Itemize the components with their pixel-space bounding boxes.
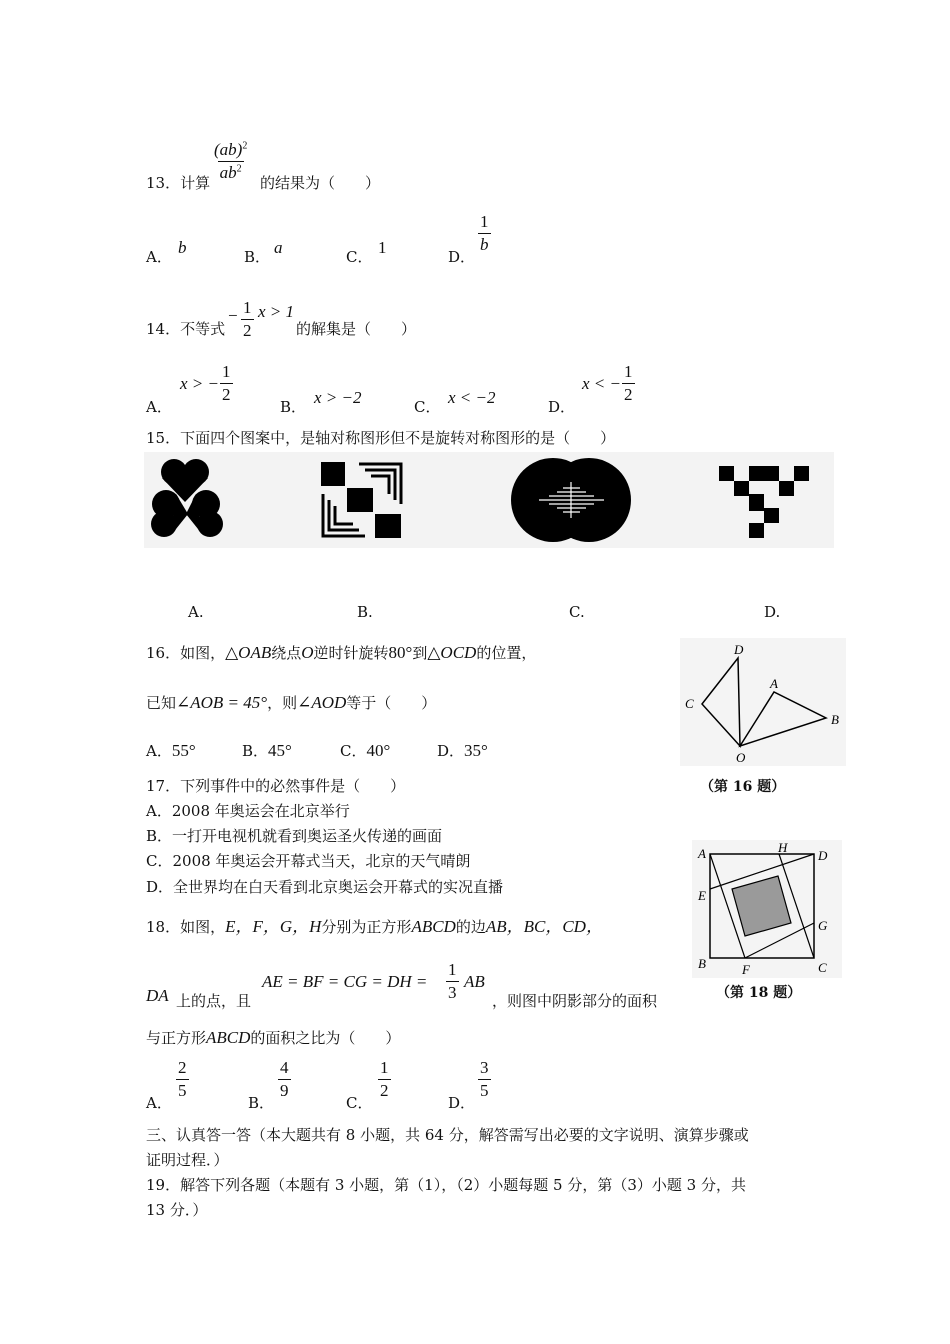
q13-expr-num-exp: 2 [242, 140, 248, 152]
fraction-num: 1 [380, 1058, 389, 1077]
text: 到 [412, 644, 428, 662]
option-fraction [622, 362, 635, 404]
option-value: 35° [464, 741, 488, 760]
option-label: A． [146, 1094, 172, 1112]
math: O [301, 643, 314, 662]
q15-label-d[interactable]: D. [764, 603, 781, 621]
text: ，则图中阴影部分的面积 [492, 992, 658, 1010]
fraction-den: 5 [178, 1080, 187, 1100]
section3-line2: 证明过程．） [146, 1151, 229, 1169]
option-label: D． [448, 1094, 476, 1112]
option-label: D． [437, 742, 465, 760]
q13-expr-den: ab [219, 162, 237, 182]
q17-option-c[interactable]: C．2008 年奥运会开幕式当天，北京的天气晴朗 [146, 852, 471, 870]
q16-option-c[interactable] [340, 740, 390, 761]
option-fraction [478, 212, 491, 254]
fig-label-o: O [736, 750, 746, 765]
q18-line3 [146, 1027, 400, 1048]
option-value: a [274, 238, 283, 257]
option-fraction [278, 1058, 291, 1100]
fraction-den: b [480, 234, 489, 254]
option-label: A． [146, 398, 172, 416]
fraction-den: 2 [624, 384, 633, 404]
math: E，F，G，H [225, 917, 322, 936]
fraction-num: 1 [243, 298, 252, 317]
q18-caption: （第 18 题） [716, 985, 802, 1001]
fraction-num: 1 [222, 362, 231, 381]
fraction-num: 1 [448, 960, 457, 979]
fig-label-b: B [698, 956, 706, 971]
math: △OCD [427, 643, 477, 662]
q15-figure-a[interactable] [144, 452, 234, 548]
text: 的面积之比为（ ） [250, 1029, 401, 1047]
q16-figure [680, 638, 846, 766]
option-label: D． [448, 248, 476, 266]
q19-line2: 13 分．） [146, 1201, 208, 1219]
fraction-num: 1 [480, 212, 489, 231]
fig-label-e: E [698, 888, 706, 903]
fraction-den: 3 [448, 982, 457, 1002]
option-label: A． [146, 742, 172, 760]
math: AE = BF = CG = DH = [262, 972, 428, 991]
fraction-den: 5 [480, 1080, 489, 1100]
fig-label-d: D [818, 848, 828, 863]
option-label: B． [280, 398, 307, 416]
q15-figure-b[interactable] [319, 460, 404, 540]
q14-expr-minus: − [228, 306, 238, 325]
q15-figure-d[interactable] [719, 466, 809, 538]
math: AB [464, 972, 485, 991]
option-label: C． [340, 742, 367, 760]
q19-line1: 19．解答下列各题（本题有 3 小题，第（1），（2）小题每题 5 分，第（3）小题 3 分，共 [146, 1176, 746, 1194]
option-label: D． [548, 398, 576, 416]
q16-option-b[interactable] [242, 740, 292, 761]
option-label: B． [248, 1094, 275, 1112]
math: AB，BC，CD， [485, 917, 603, 936]
q17-option-d[interactable]: D．全世界均在白天看到北京奥运会开幕式的实况直播 [146, 878, 504, 896]
fraction-num: 2 [178, 1058, 187, 1077]
section3-line1: 三、认真答一答（本大题共有 8 小题，共 64 分，解答需写出必要的文字说明、演算步骤或 [146, 1126, 749, 1144]
text: 16．如图， [146, 644, 226, 662]
option-value: x < −2 [448, 388, 496, 407]
q16-option-d[interactable] [437, 740, 488, 761]
fig-label-d: D [734, 642, 744, 657]
option-value: x > − [180, 374, 219, 393]
q18-figure [692, 840, 842, 978]
option-fraction [478, 1058, 491, 1100]
q16-line1 [146, 642, 536, 663]
option-label: B． [244, 248, 271, 266]
q18-line1 [146, 912, 603, 937]
option-fraction [378, 1058, 391, 1100]
q14-expr-rest: x > 1 [258, 302, 295, 321]
q14-tail: 的解集是（ ） [296, 320, 417, 338]
q15-label-b[interactable]: B. [357, 603, 373, 621]
option-value: x > −2 [314, 388, 362, 407]
fraction-den: 2 [243, 320, 252, 340]
option-value: 55° [171, 741, 196, 760]
fig-label-c: C [685, 696, 694, 711]
fraction-den: 2 [222, 384, 231, 404]
q16-option-a[interactable] [146, 740, 196, 761]
fig-label-h: H [778, 840, 788, 855]
q17-option-b[interactable]: B．一打开电视机就看到奥运圣火传递的画面 [146, 827, 443, 845]
q17-option-a[interactable]: A．2008 年奥运会在北京举行 [146, 802, 350, 820]
q13-expr-num: (ab) [214, 140, 243, 159]
text: ，则 [267, 694, 298, 712]
q14-number: 14．不等式 [146, 320, 226, 338]
text: 分别为正方形 [321, 918, 412, 936]
option-value: 45° [268, 741, 292, 760]
math: ABCD [411, 917, 456, 936]
option-value: 40° [366, 741, 391, 760]
option-value: 1 [378, 238, 387, 257]
math: △OAB [225, 643, 272, 662]
fraction-num: 4 [280, 1058, 289, 1077]
q15-label-c[interactable]: C. [569, 603, 585, 621]
fraction-num: 1 [624, 362, 633, 381]
q16-line2 [146, 692, 436, 713]
text: 的位置， [476, 644, 537, 662]
text: 等于（ ） [346, 694, 437, 712]
fraction-den: 2 [380, 1080, 389, 1100]
fig-label-a: A [770, 676, 778, 691]
q15-figure-c[interactable] [509, 456, 634, 544]
q16-caption: （第 16 题） [700, 779, 786, 795]
q15-label-a[interactable]: A. [188, 603, 204, 621]
q13-number: 13．计算 [146, 174, 211, 192]
option-value: b [178, 238, 187, 257]
option-fraction [176, 1058, 189, 1100]
q13-tail: 的结果为（ ） [260, 174, 381, 192]
option-label: C． [414, 398, 441, 416]
q15-stem: 15．下面四个图案中，是轴对称图形但不是旋转对称图形的是（ ） [146, 429, 616, 447]
q18-eq-fraction [446, 960, 459, 1002]
q18-line2 [146, 960, 686, 1012]
text: 已知 [146, 694, 177, 712]
q15-figure-strip [144, 452, 834, 548]
q13-expr-den-exp: 2 [236, 162, 242, 174]
fig-label-g: G [818, 918, 828, 933]
text: 逆时针旋转 [313, 644, 389, 662]
math: ∠AOB = 45° [176, 693, 268, 712]
option-label: C． [346, 1094, 373, 1112]
fig-label-a: A [698, 846, 706, 861]
q17-stem: 17．下列事件中的必然事件是（ ） [146, 777, 406, 795]
option-label: B． [242, 742, 269, 760]
fraction-den: 9 [280, 1080, 289, 1100]
q14-expr-fraction [241, 298, 254, 340]
math: DA [146, 986, 169, 1005]
option-value: x < − [582, 374, 621, 393]
text: 的边 [455, 918, 486, 936]
text: 上的点，且 [176, 992, 252, 1010]
option-label: C． [346, 248, 373, 266]
fig-label-f: F [742, 962, 750, 977]
fig-label-b: B [831, 712, 839, 727]
option-label: A． [146, 248, 172, 266]
math: 80° [388, 643, 413, 662]
fraction-num: 3 [480, 1058, 489, 1077]
text: 18．如图， [146, 918, 226, 936]
fig-label-c: C [818, 960, 827, 975]
text: 与正方形 [146, 1029, 207, 1047]
math: ∠AOD [297, 693, 347, 712]
math: ABCD [206, 1028, 251, 1047]
text: 绕点 [271, 644, 302, 662]
q13-expression [212, 140, 249, 182]
option-fraction [220, 362, 233, 404]
